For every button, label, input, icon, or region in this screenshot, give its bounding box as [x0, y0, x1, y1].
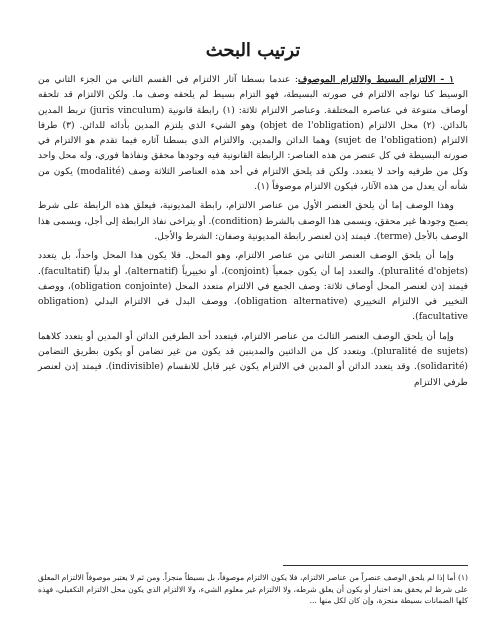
paragraph-subject-plurality	[38, 329, 468, 390]
paragraph-object-plurality	[38, 248, 468, 324]
paragraph-body-text: وإما أن يلحق الوصف العنصر الثاني من عناصر الالتزام، وهو المحل. فلا يكون هذا المحل واحداً، بل يتعدد (pluralité d'objets). والتعدد إما أن يكون جمعياً (conjoint)، أو تخييرياً (alternatif)، أو بدلياً (facultatif). فيمتد إذن لعنصر المحل أوصاف ثلاثة: وصف الجمع في الالتزام متعدد المحل (obligation conjointe)، ووصف التخيير في الالتزام التخييري (obligation alternative)، ووصف البدل في الالتزام البدلي (obligation facultative).	[38, 250, 469, 323]
paragraph-body-text: وإما أن يلحق الوصف العنصر الثالث من عناصر الالتزام، فيتعدد أحد الطرفين الدائن أو المدين أو يتعدد كلاهما (pluralité de sujets). ويتعدد كل من الدائنين والمدينين قد يكون من غير تضامن أو يكون بطريق التضامن (solidarité). وقد يتعدد الدائن أو المدين في الالتزام يكون غير قابل للانقسام (indivisible). فيمتد إذن لعنصر طرفي الالتزام	[38, 330, 468, 388]
paragraph-body-text: : عندما بسطنا آثار الالتزام في القسم الثاني من الجزء الثاني من الوسيط كنا نواجه الالتزام في صورته البسيطة، فهو التزام بسيط لم يلحقه وصف ما. ولكن الالتزام قد تلحقه أوصاف متنوعة في عناصره المختلفة. وعناصر الالتزام ثلاثة: (١) رابطة قانونية (juris vinculum) تربط المدين بالدائن. (٢) محل الالتزام (objet de l'obligation) وهو الشيء الذي يلتزم المدين بأدائه للدائن. (٣) طرفا الالتزام (sujet de l'obligation) وهما الدائن والمدين. والالتزام الذي بسطنا آثاره فيما تقدم هو الالتزام في صورته البسيطة في كل عنصر من هذه العناصر: الرابطة القانونية فيه وجودها محقق ونفاذها فوري، وله محل واحد وكل من طرفيه واحد لا يتعدد. ولكن قد يلحق الالتزام في أحد هذه العناصر الثلاثة وصف (modalité) يكون من شأنه أن يعدل من هذه الآثار، فيكون الالتزام موصوفاً (١).	[38, 74, 469, 193]
paragraph-condition-and-term	[38, 198, 468, 244]
paragraph-lead-heading: ١ - الالتزام البسيط والالتزام الموصوف	[298, 74, 454, 85]
document-page	[38, 40, 468, 620]
footnote-separator	[283, 565, 468, 566]
page-title: ترتيب البحث	[205, 40, 301, 61]
paragraph-simple-and-qualified-obligation	[38, 72, 468, 194]
paragraph-body-text: وهذا الوصف إما أن يلحق العنصر الأول من عناصر الالتزام، رابطة المديونية، فيعلق هذه الرابطة على شرط يصبح وجودها غير محقق، ويسمى هذا الوصف بالشرط (condition). أو يتراخى نفاذ الرابطة إلى أجل، ويسمى هذا الوصف بالأجل (terme). فيمتد إذن لعنصر رابطة المديونية وصفان: الشرط والأجل.	[38, 200, 468, 242]
footnote: (١) أما إذا لم يلحق الوصف عنصراً من عناصر الالتزام، فلا يكون الالتزام موصوفاً، بل بسيطاً منجزاً. ومن ثم لا يعتبر موصوفاً الالتزام المعلق على شرط لم يحقق بعد اختيار أو يكون أن يعلق شرطه، ولا الالتزام غير معلوم الشيء، ولا الالتزام الذي يكون محل الالتزام التكفيلي، فهذه كلها الضمانات بسيطة منجزة، وإن كان لكل منها ...	[38, 573, 468, 605]
